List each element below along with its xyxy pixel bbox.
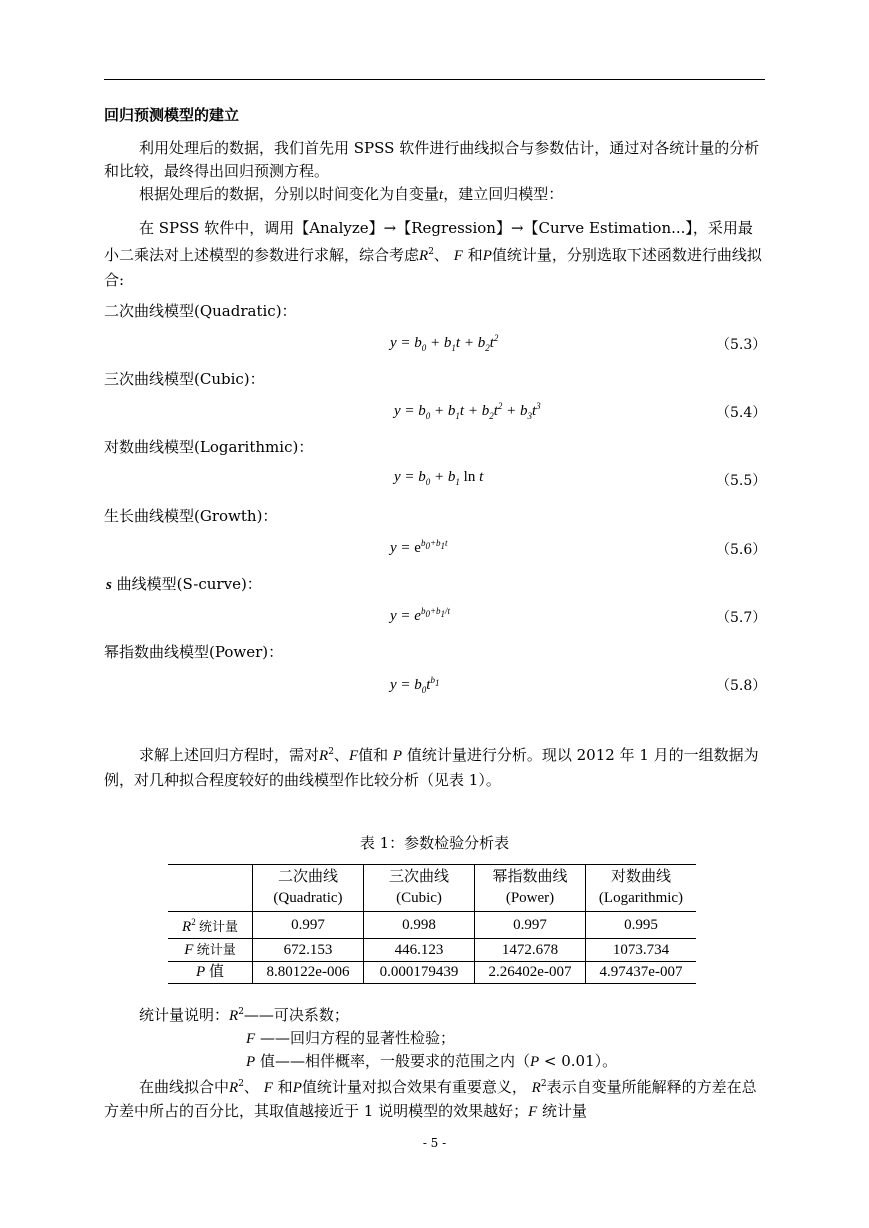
equation-number: （5.7） (716, 610, 767, 626)
header-rule (104, 79, 765, 80)
formula-growth: $y = e^{b_0+b_1t}$ (390, 538, 448, 556)
paragraph-intro: 利用处理后的数据，我们首先用 SPSS 软件进行曲线拟合与参数估计，通过对各统计量的分析和比较，最终得出回归预测方程。 (104, 139, 760, 180)
equation-number: （5.3） (716, 337, 767, 353)
equation-number: （5.5） (716, 473, 767, 489)
table-row (168, 912, 696, 939)
paragraph-spss-method: 在 SPSS 软件中，调用【Analyze】→【Regression】→【Curve Estimation...】，采用最小二乘法对上述模型的参数进行求解，综合考虑$R^2$、 F 和P值统计量，分别选取下述函数进行曲线拟合: (104, 219, 762, 289)
table-row-label: P 值 (168, 962, 253, 984)
table-header-cell: 幂指数曲线 (Power) (475, 865, 586, 912)
equation-number: （5.8） (716, 678, 767, 694)
table-cell: 4.97437e-007 (586, 962, 697, 984)
table-header-row (168, 865, 696, 912)
model-label-growth: 生长曲线模型(Growth)： (104, 507, 278, 525)
notes-p: P 值——相伴概率，一般要求的范围之内（P < 0.01）。 (246, 1052, 618, 1070)
page-number: - 5 - (422, 1136, 447, 1150)
equation-number: （5.4） (716, 405, 767, 421)
formula-power: $y = b_0t^{b_1}$ (390, 675, 440, 695)
table-row (168, 939, 696, 962)
notes-f: F ——回归方程的显著性检验； (246, 1029, 455, 1047)
formula-s-curve: $y = e^{b_0+b_1/t}$ (390, 606, 451, 624)
table-cell: 0.000179439 (364, 962, 475, 984)
model-label-power: 幂指数曲线模型(Power)： (104, 643, 284, 661)
model-label-quadratic: 二次曲线模型(Quadratic)： (104, 302, 297, 320)
table-cell: 0.997 (253, 912, 364, 939)
section-title: 回归预测模型的建立 (104, 106, 240, 124)
table-corner-cell (168, 865, 253, 912)
paragraph-analysis: 求解上述回归方程时，需对$R^2$、F值和 P 值统计量进行分析。现以 2012 年 1 月的一组数据为例，对几种拟合程度较好的曲线模型作比较分析（见表 1）。 (104, 746, 759, 789)
model-label-logarithmic: 对数曲线模型(Logarithmic)： (104, 438, 314, 456)
model-label-s-curve: s 曲线模型(S-curve)： (106, 575, 262, 593)
formula-logarithmic: $y = b_0 + b_1$ ln t (394, 469, 484, 487)
table-row-label: F 统计量 (168, 939, 253, 962)
table-cell: 0.995 (586, 912, 697, 939)
paragraph-model-setup: 根据处理后的数据，分别以时间变化为自变量t，建立回归模型： (139, 185, 564, 203)
formula-cubic: $y = b_0 + b_1t + b_2t^2 + b_3t^3$ (394, 401, 541, 421)
table-header-cell: 二次曲线 (Quadratic) (253, 865, 364, 912)
table-cell: 672.153 (253, 939, 364, 962)
notes-r2: 统计量说明：$R^2——$可决系数； (139, 1006, 349, 1024)
table-header-cell: 三次曲线 (Cubic) (364, 865, 475, 912)
table-header-cell: 对数曲线 (Logarithmic) (586, 865, 697, 912)
table-row-label: $R^2$ 统计量 (168, 912, 253, 939)
equation-number: （5.6） (716, 542, 767, 558)
formula-quadratic: $y = b_0 + b_1t + b_2t^2$ (390, 333, 499, 353)
table-cell: 2.26402e-007 (475, 962, 586, 984)
table-row (168, 962, 696, 984)
table-cell: 8.80122e-006 (253, 962, 364, 984)
table-cell: 1073.734 (586, 939, 697, 962)
table-cell: 1472.678 (475, 939, 586, 962)
model-label-cubic: 三次曲线模型(Cubic)： (104, 370, 265, 388)
table-caption: 表 1：参数检验分析表 (359, 834, 510, 852)
table-cell: 0.997 (475, 912, 586, 939)
table-cell: 446.123 (364, 939, 475, 962)
parameter-table (168, 864, 696, 984)
paragraph-conclusion: 在曲线拟合中$R^2$、 F 和P值统计量对拟合效果有重要意义， $R^2$表示自变量所能解释的方差在总方差中所占的百分比，其取值越接近于 1 说明模型的效果越好；F 统计量 (104, 1078, 757, 1120)
table-cell: 0.998 (364, 912, 475, 939)
